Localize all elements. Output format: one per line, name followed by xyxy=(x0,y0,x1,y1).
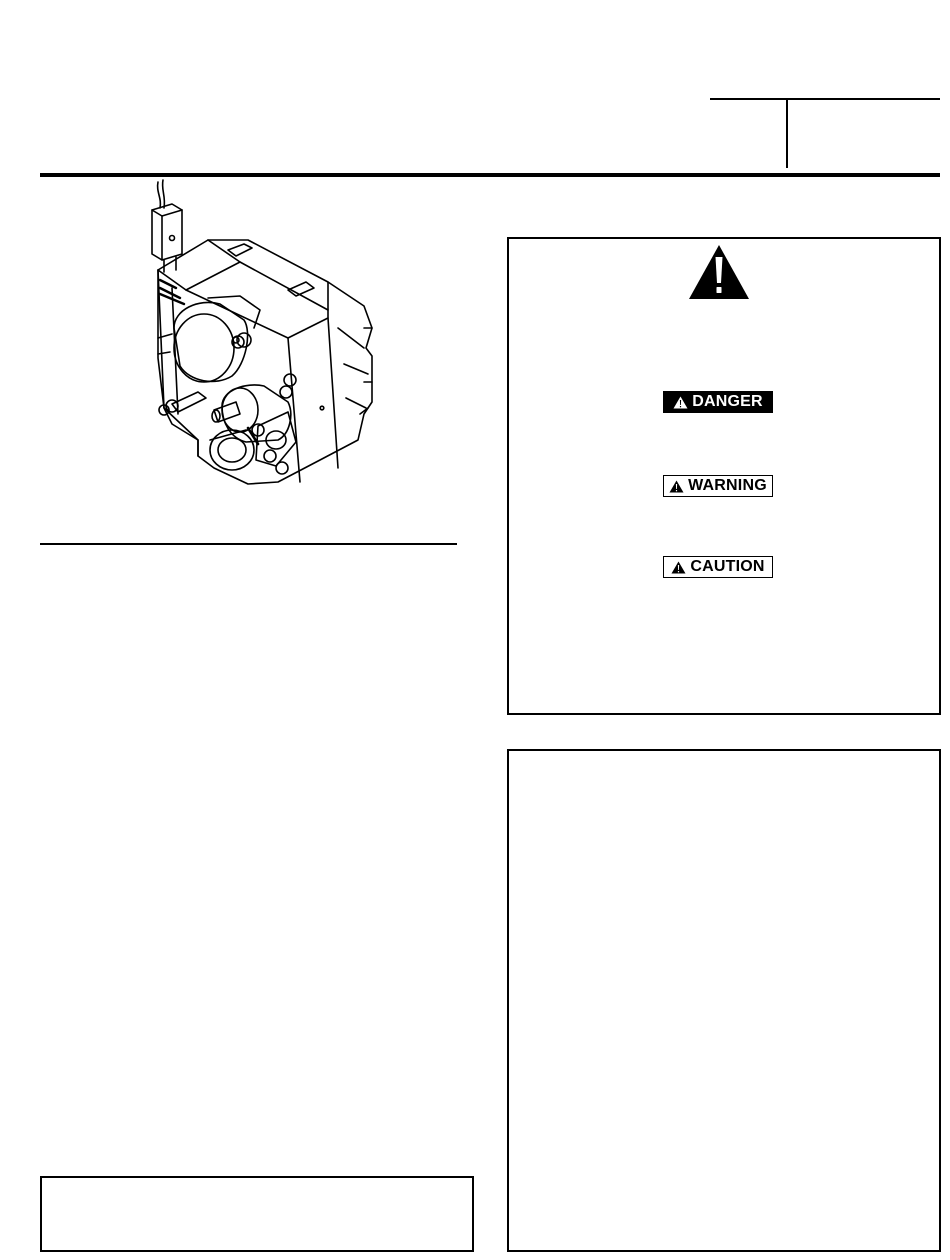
header-box-divider xyxy=(786,98,788,168)
transmission-gearbox-illustration xyxy=(128,178,388,498)
section-rule xyxy=(40,543,457,545)
notes-panel xyxy=(507,749,941,1252)
alert-triangle-icon xyxy=(673,396,688,409)
footer-note-panel xyxy=(40,1176,474,1252)
danger-signal-word: DANGER xyxy=(692,393,763,410)
alert-triangle-icon xyxy=(671,561,686,574)
warning-signal-label xyxy=(663,475,773,497)
caution-signal-label xyxy=(663,556,773,578)
alert-triangle-icon xyxy=(669,480,684,493)
alert-triangle-icon xyxy=(687,243,751,301)
warning-signal-word: WARNING xyxy=(688,477,767,494)
header-rule xyxy=(40,173,940,177)
header-box-top-rule xyxy=(710,98,940,100)
danger-signal-label xyxy=(663,391,773,413)
caution-signal-word: CAUTION xyxy=(690,558,765,575)
